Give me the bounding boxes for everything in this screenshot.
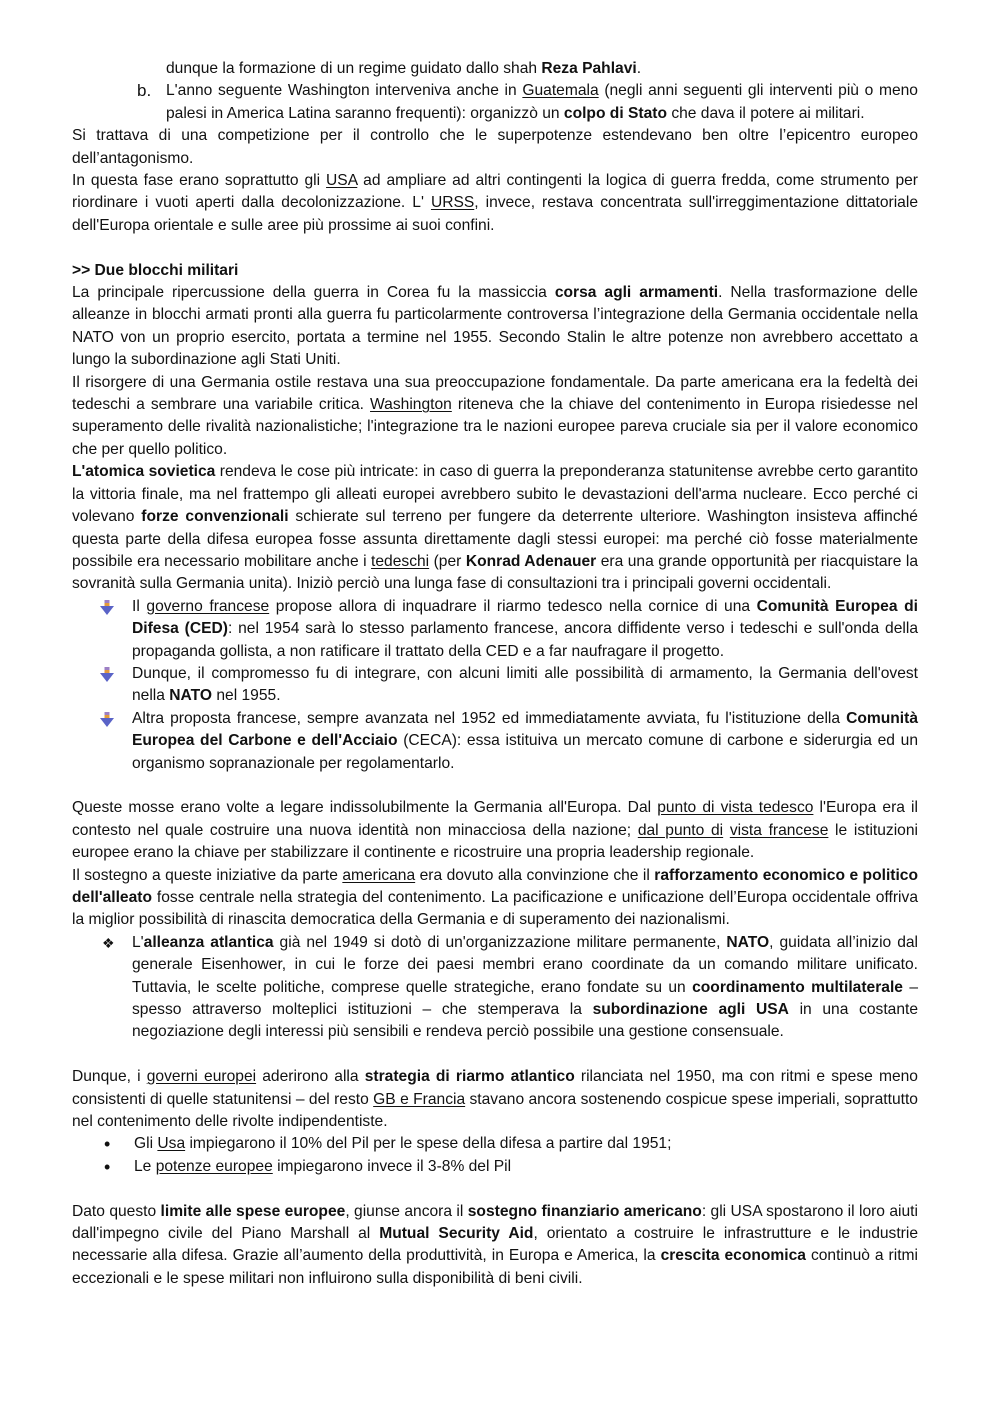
- text-run: continuò a ritmi eccezionali e le spese militari non influirono sulla disponibilità di beni civili.: [72, 1247, 918, 1287]
- diamond-bullet-icon: ❖: [102, 934, 115, 951]
- text-run: nel 1955.: [212, 687, 281, 705]
- list-item: [72, 708, 918, 775]
- list-item-text: [132, 708, 918, 775]
- text-run: Gli: [134, 1135, 158, 1153]
- bold-run: sostegno finanziario americano: [467, 1202, 702, 1220]
- bold-run: colpo di Stato: [563, 104, 667, 122]
- letter-marker-label: b.: [137, 81, 152, 101]
- underlined-run: USA: [326, 172, 358, 190]
- text-run: La principale ripercussione della guerra in Corea fu la massiccia: [72, 284, 555, 302]
- section-heading: [72, 260, 918, 282]
- continuation-line: [72, 58, 918, 80]
- list-item: [72, 596, 918, 663]
- dot-bullet-icon: •: [104, 1156, 111, 1177]
- underlined-run: dal punto di: [637, 821, 724, 839]
- text-run: , orientato a costruire le infrastrutture e le industrie necessarie alla difesa. Grazie all’aumento della produttività, in Europa e America, la: [72, 1225, 918, 1265]
- text-run: .: [636, 60, 642, 77]
- text-run: , guidata all’inizio dal generale Eisenhower, in cui le forze dei paesi membri erano coordinate da un comando militare unificato. Tuttavia, le scelte politiche, comprese quelle strategiche, erano fondate su un: [132, 933, 919, 996]
- text-run: impiegarono invece il 3-8% del Pil: [272, 1157, 512, 1175]
- paragraph: [72, 1066, 918, 1133]
- text-run: Altra proposta francese, sempre avanzata nel 1952 ed immediatamente avviata, fu l'istituzione della: [132, 709, 847, 727]
- underlined-run: potenze europee: [155, 1157, 273, 1175]
- text-run: . Nella trasformazione delle alleanze in blocchi armati pronti alla guerra fu particolarmente controversa l’integrazione della Germania occidentale nella NATO von un proprio esercito, portata a termine nel 1955. Secondo Stalin le altre potenze non avrebbero accettato a lungo la subordinazione agli Stati Uniti.: [72, 284, 918, 369]
- text-run: – spesso attraverso molteplici istituzioni – che stemperava la: [132, 978, 918, 1019]
- bold-run: alleanza atlantica: [143, 933, 274, 951]
- list-item: [72, 663, 918, 708]
- dot-bullet-icon: •: [104, 1134, 111, 1155]
- text-run: stavano ancora sostenendo cospicue spese imperiali, soprattutto nel contenimento delle rivolte indipendentiste.: [72, 1090, 918, 1131]
- list-item-text: [134, 1133, 918, 1155]
- text-run: aderirono alla: [256, 1068, 365, 1086]
- text-run: era dovuto alla convinzione che il: [415, 866, 655, 884]
- underlined-run: Guatemala: [522, 82, 599, 100]
- arrow-bullet-list: [72, 596, 918, 775]
- bold-run: NATO: [726, 933, 770, 951]
- paragraph: [72, 865, 918, 932]
- text-run: già nel 1949 si dotò di un'organizzazione militare permanente,: [273, 933, 727, 951]
- list-item: [72, 1133, 918, 1155]
- text-run: in una costante negoziazione degli interessi più sensibili e rendeva perciò possibile una gestione consensuale.: [132, 1001, 919, 1041]
- bold-run: NATO: [169, 687, 213, 705]
- text-run: riteneva che la chiave del contenimento in Europa risiedesse nel superamento delle rivalità nazionalistiche; l'integrazione tra le nazioni europee pareva cruciale sia per il valore economico che per quello politico.: [72, 396, 918, 458]
- text-run: L'anno seguente Washington interveniva anche in: [166, 82, 523, 100]
- bold-run: Comunità Europea del Carbone e dell'Acciaio: [132, 709, 918, 750]
- text-run: ad ampliare ad altri contingenti la logica di guerra fredda, come strumento per riordinare i vuoti aperti dalla decolonizzazione. L': [72, 172, 918, 212]
- bold-run: Reza Pahlavi: [541, 60, 637, 77]
- lettered-item-b: [72, 80, 918, 125]
- bold-run: Konrad Adenauer: [465, 552, 597, 570]
- bold-run: Mutual Security Aid: [379, 1225, 534, 1243]
- text-run: Queste mosse erano volte a legare indissolubilmente la Germania all'Europa. Dal: [72, 799, 658, 817]
- text-run: In questa fase erano soprattutto gli: [72, 172, 327, 190]
- text-run: Dunque, i: [72, 1068, 147, 1086]
- bold-run: corsa agli armamenti: [554, 284, 719, 302]
- dot-bullet-list: [72, 1133, 918, 1178]
- list-item: [72, 932, 918, 1044]
- text-run: rendeva le cose più intricate: in caso di guerra la preponderanza statunitense avrebbe certo garantito la vittoria finale, ma nel frattempo gli alleati europei avrebbero subito le devastazioni dell'arma nucleare. Ecco perché ci volevano: [72, 463, 918, 526]
- underlined-run: punto di vista tedesco: [657, 799, 814, 817]
- spacer: [72, 237, 918, 259]
- text-run: che dava il potere ai militari.: [666, 104, 865, 122]
- underlined-run: URSS: [430, 194, 475, 212]
- text-run: impiegarono il 10% del Pil per le spese della difesa a partire dal 1951;: [185, 1135, 672, 1153]
- text-run: schierate sul terreno per fungere da deterrente ulteriore. Washington insisteva affinché questa parte della difesa europea fosse assunta direttamente dagli stessi europei: ma perché ciò fosse materialmente possibile era necessario mobilitare anche i: [72, 508, 918, 570]
- paragraph: [72, 461, 918, 595]
- text-run: fosse centrale nella strategia del contenimento. La pacificazione e unificazione dell’Europa occidentale offriva la miglior possibilità di rinascita democratica della Germania e di superamento dei nazionalismi.: [72, 889, 918, 929]
- text-run: le istituzioni europee erano la chiave per stabilizzare il continente e ricostruire una propria leadership regionale.: [72, 821, 918, 862]
- arrow-marker: [100, 596, 132, 618]
- text-run: Il sostegno a queste iniziative da parte: [72, 866, 343, 884]
- underlined-run: governi europei: [146, 1068, 257, 1086]
- text-run: , invece, restava concentrata sull'irreggimentazione dittatoriale dell'Europa orientale e sulle aree più prossime ai suoi confini.: [72, 194, 918, 234]
- text-run: Si trattava di una competizione per il controllo che le superpotenze estendevano ben oltre l’epicentro europeo dell’antagonismo.: [72, 127, 918, 167]
- text-run: rilanciata nel 1950, ma con ritmi e spese meno consistenti di quelle statunitensi – del resto: [72, 1068, 918, 1108]
- text-run: Le: [134, 1157, 156, 1175]
- text-run: Dato questo: [72, 1202, 161, 1220]
- bold-run: coordinamento multilaterale: [692, 978, 903, 996]
- text-run: (negli anni seguenti gli interventi più o meno palesi in America Latina saranno frequenti): organizzò un: [166, 82, 918, 122]
- text-run: Dunque, il compromesso fu di integrare, con alcuni limiti alle possibilità di armamento, la Germania dell'ovest nella: [132, 664, 918, 705]
- spacer: [72, 1178, 918, 1200]
- arrow-marker: [100, 708, 132, 730]
- list-item-text: [134, 1156, 918, 1178]
- underlined-run: Washington: [370, 396, 452, 414]
- bold-run: Comunità Europea di Difesa (CED): [132, 597, 918, 638]
- text-run: L': [132, 933, 144, 951]
- paragraph: [72, 170, 918, 237]
- spacer: [72, 775, 918, 797]
- text-run: : nel 1954 sarà lo stesso parlamento francese, ancora diffidente verso i tedeschi e sull'onda della propaganda gollista, a non ratificare il trattato della CED e a far naufragare il progetto.: [132, 620, 919, 660]
- text-run: (CECA): essa istituiva un mercato comune di carbone e siderurgia ed un organismo sopranazionale per regolamentarlo.: [132, 732, 918, 772]
- text-run: Il: [132, 597, 147, 615]
- spacer: [72, 1044, 918, 1066]
- diamond-bullet-list: [72, 932, 918, 1044]
- underlined-run: vista francese: [729, 821, 829, 839]
- text-run: dunque la formazione di un regime guidato dallo shah: [166, 60, 542, 77]
- bold-run: limite alle spese europee: [160, 1202, 346, 1220]
- bold-run: crescita economica: [660, 1247, 806, 1265]
- down-arrow-icon: [100, 600, 114, 615]
- underlined-run: governo francese: [146, 597, 270, 615]
- paragraph: [72, 125, 918, 170]
- bold-run: strategia di riarmo atlantico: [364, 1068, 575, 1086]
- paragraph: [72, 1201, 918, 1291]
- bold-run: rafforzamento economico e politico dell'alleato: [72, 866, 918, 906]
- down-arrow-icon: [100, 712, 114, 727]
- underlined-run: tedeschi: [371, 552, 430, 570]
- list-item: [72, 1156, 918, 1178]
- underlined-run: Usa: [157, 1135, 186, 1153]
- bold-run: L'atomica sovietica: [72, 463, 216, 481]
- paragraph: [72, 797, 918, 864]
- text-run: propose allora di inquadrare il riarmo tedesco nella cornice di una: [269, 597, 757, 615]
- text-run: l'Europa era il contesto nel quale costruire una nuova identità non minacciosa della nazione;: [72, 799, 918, 839]
- underlined-run: americana: [342, 866, 416, 884]
- bold-run: subordinazione agli USA: [592, 1001, 789, 1019]
- text-run: Il risorgere di una Germania ostile restava una sua preoccupazione fondamentale. Da parte americana era la fedeltà dei tedeschi a sembrare una variabile critica.: [72, 373, 918, 414]
- section-heading-label: >> Due blocchi militari: [72, 261, 239, 279]
- bold-run: forze convenzionali: [141, 508, 289, 526]
- list-item-text: [132, 663, 918, 708]
- list-item-text: [132, 596, 918, 663]
- list-item-text: [132, 932, 918, 1044]
- text-run: (per: [429, 552, 466, 570]
- paragraph: [72, 372, 918, 462]
- lettered-item-text: [166, 80, 918, 125]
- text-run: era una grande opportunità per riacquistare la sovranità sulla Germania unita). Iniziò perciò una lunga fase di consultazioni tra i principali governi occidentali.: [72, 552, 918, 593]
- text-run: [723, 822, 730, 839]
- underlined-run: GB e Francia: [373, 1090, 466, 1108]
- paragraph: [72, 282, 918, 372]
- text-run: , giunse ancora il: [345, 1202, 468, 1220]
- text-run: : gli USA spostarono il loro aiuti dall'impegno civile del Piano Marshall al: [72, 1202, 918, 1243]
- arrow-marker: [100, 663, 132, 685]
- down-arrow-icon: [100, 667, 114, 682]
